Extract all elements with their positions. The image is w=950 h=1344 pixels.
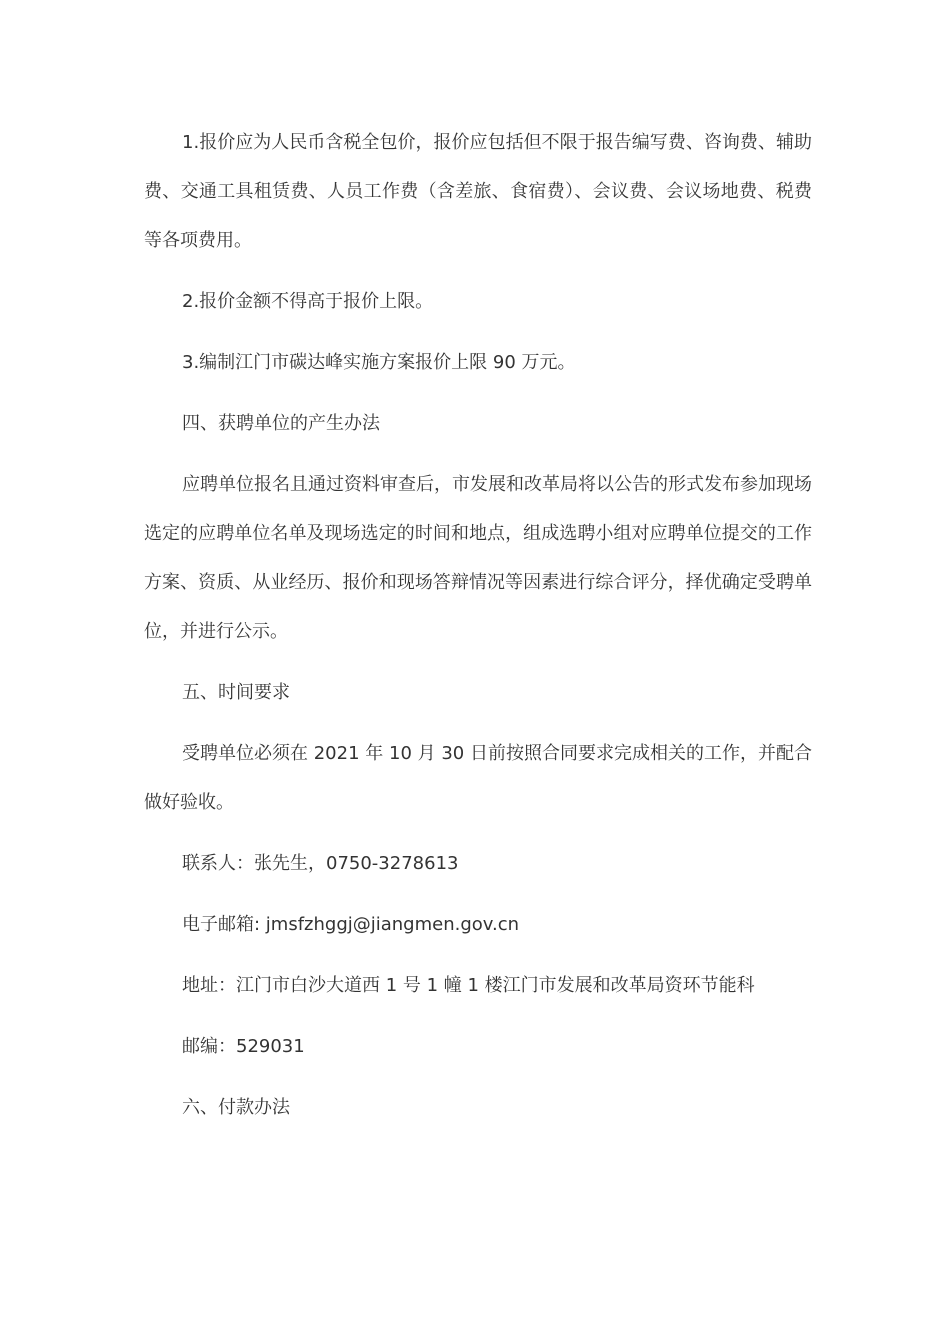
paragraph-quote-scope: 1.报价应为人民币含税全包价，报价应包括但不限于报告编写费、咨询费、辅助费、交通工具租赁费、人员工作费（含差旅、食宿费）、会议费、会议场地费、税费等各项费用。 [144,132,812,251]
section-heading-selection-method: 四、获聘单位的产生办法 [182,413,380,434]
paragraph-quote-cap: 3.编制江门市碳达峰实施方案报价上限 90 万元。 [182,352,576,373]
section-heading-payment-method: 六、付款办法 [182,1097,290,1118]
section-heading-time-requirement: 五、时间要求 [182,682,290,703]
contact-email: 电子邮箱: jmsfzhggj@jiangmen.gov.cn [182,914,520,935]
contact-postcode: 邮编：529031 [182,1036,305,1057]
paragraph-quote-limit: 2.报价金额不得高于报价上限。 [182,291,434,312]
contact-person: 联系人：张先生，0750-3278613 [182,853,459,874]
paragraph-selection-method: 应聘单位报名且通过资料审查后，市发展和改革局将以公告的形式发布参加现场选定的应聘单位名单及现场选定的时间和地点，组成选聘小组对应聘单位提交的工作方案、资质、从业经历、报价和现场答辩情况等因素进行综合评分，择优确定受聘单位，并进行公示。 [144,474,812,642]
contact-address: 地址：江门市白沙大道西 1 号 1 幢 1 楼江门市发展和改革局资环节能科 [182,975,755,996]
document-body [144,118,812,1144]
paragraph-time-requirement: 受聘单位必须在 2021 年 10 月 30 日前按照合同要求完成相关的工作，并配合做好验收。 [144,743,812,813]
